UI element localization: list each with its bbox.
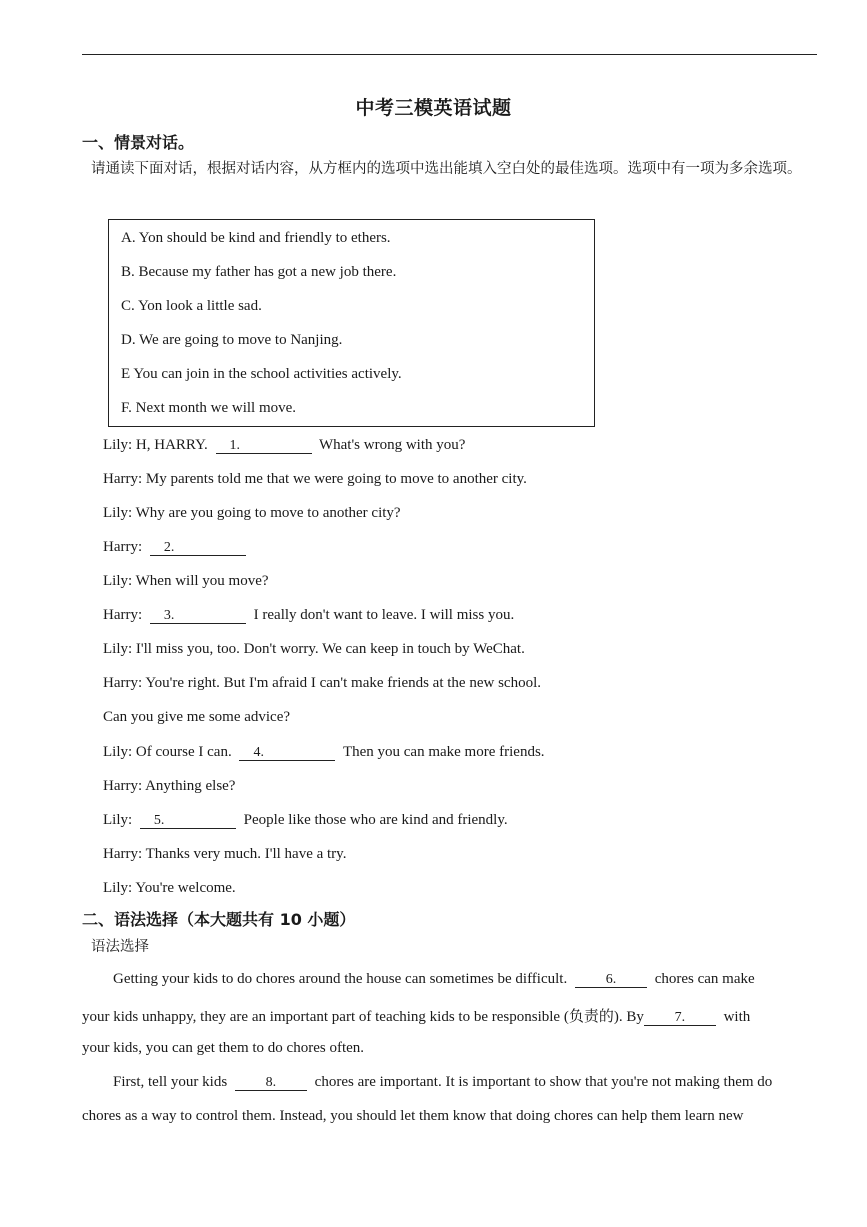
dialogue-line: Harry: Thanks very much. I'll have a try. [103,846,347,862]
passage-line: First, tell your kids 8. chores are important. It is important to show that you're not making them do [113,1074,773,1090]
answer-blank-7[interactable]: 7. [644,1010,716,1026]
dialogue-line: Harry: 2. [103,539,250,556]
answer-blank-5[interactable]: 5. [140,813,236,829]
answer-blank-4[interactable]: 4. [239,745,335,761]
option-a: A. Yon should be kind and friendly to ethers. [121,230,391,246]
page-title: 中考三模英语试题 [355,97,512,119]
options-box [108,219,595,427]
option-d: D. We are going to move to Nanjing. [121,332,343,348]
section-1-instruction: 请通读下面对话，根据对话内容，从方框内的选项中选出能填入空白处的最佳选项。选项中有一项为多余选项。 [91,161,802,177]
dialogue-line: Lily: I'll miss you, too. Don't worry. We can keep in touch by WeChat. [103,641,525,657]
dialogue-line: Harry: My parents told me that we were going to move to another city. [103,471,527,487]
option-e: E You can join in the school activities actively. [121,366,402,382]
dialogue-line: Harry: You're right. But I'm afraid I can't make friends at the new school. [103,675,541,691]
dialogue-line: Lily: 5. People like those who are kind and friendly. [103,812,508,828]
dialogue-line: Lily: Of course I can. 4. Then you can make more friends. [103,744,545,760]
answer-blank-8[interactable]: 8. [235,1075,307,1091]
dialogue-line: Harry: Anything else? [103,778,236,794]
dialogue-line: Harry: 3. I really don't want to leave. I will miss you. [103,607,515,623]
passage-line: chores as a way to control them. Instead, you should let them know that doing chores can help them learn new [82,1108,744,1124]
option-c: C. Yon look a little sad. [121,298,262,314]
section-2-heading: 二、语法选择（本大题共有 10 小题） [82,910,356,929]
answer-blank-1[interactable]: 1. [216,438,312,454]
dialogue-line: Lily: H, HARRY. 1. What's wrong with you? [103,437,466,453]
header-rule [82,54,817,55]
section-2-sub-label: 语法选择 [91,939,149,955]
answer-blank-6[interactable]: 6. [575,972,647,988]
dialogue-line: Lily: When will you move? [103,573,269,589]
answer-blank-3[interactable]: 3. [150,608,246,624]
passage-line: your kids, you can get them to do chores often. [82,1040,365,1056]
section-1-heading: 一、情景对话。 [82,133,195,152]
dialogue-line: Lily: Why are you going to move to another city? [103,505,401,521]
answer-blank-2[interactable]: 2. [150,540,246,556]
dialogue-line: Can you give me some advice? [103,709,291,725]
dialogue-line: Lily: You're welcome. [103,880,236,896]
passage-line: Getting your kids to do chores around the house can sometimes be difficult. 6. chores can make [113,971,755,987]
option-b: B. Because my father has got a new job there. [121,264,397,280]
option-f: F. Next month we will move. [121,400,297,416]
passage-line: your kids unhappy, they are an important part of teaching kids to be responsible (负责的). By 7. with [82,1009,751,1025]
